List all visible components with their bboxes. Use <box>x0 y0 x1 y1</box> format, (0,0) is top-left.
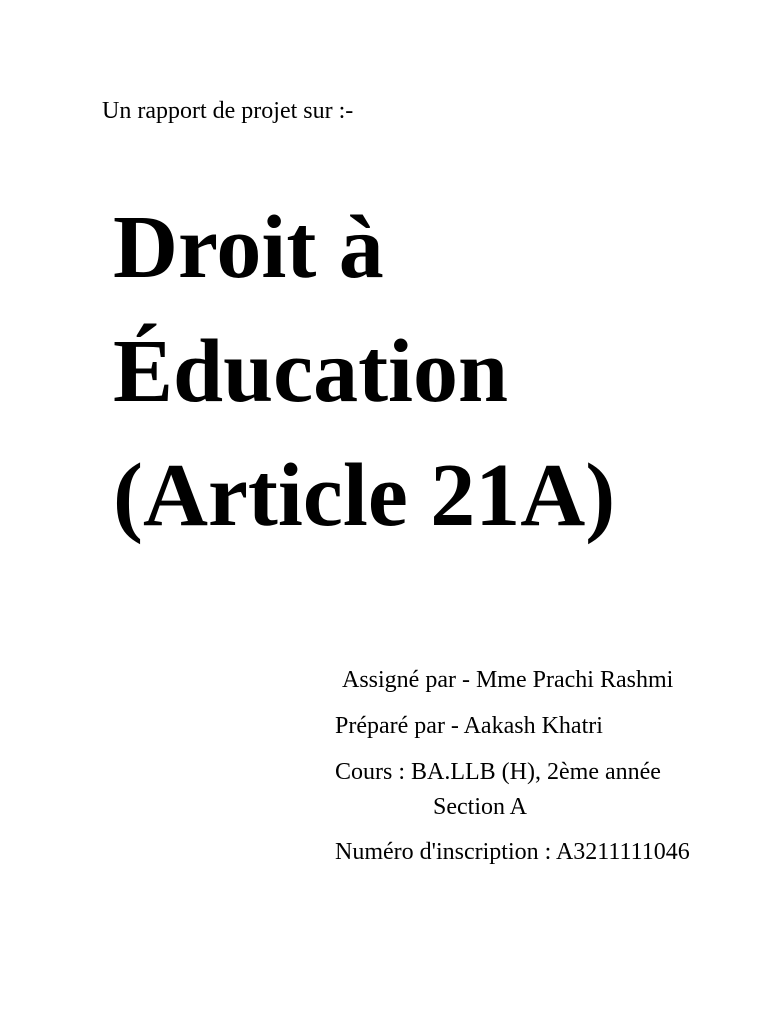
report-intro: Un rapport de projet sur :- <box>102 98 354 124</box>
title-line-3: (Article 21A) <box>113 446 616 545</box>
assigned-by: Assigné par - Mme Prachi Rashmi <box>342 667 674 693</box>
course-info: Cours : BA.LLB (H), 2ème année <box>335 759 661 785</box>
enrollment-number: Numéro d'inscription : A3211111046 <box>335 839 690 865</box>
section-info: Section A <box>433 794 527 820</box>
title-line-1: Droit à <box>113 198 384 297</box>
prepared-by: Préparé par - Aakash Khatri <box>335 713 603 739</box>
title-line-2: Éducation <box>113 322 509 421</box>
report-title <box>113 186 615 558</box>
